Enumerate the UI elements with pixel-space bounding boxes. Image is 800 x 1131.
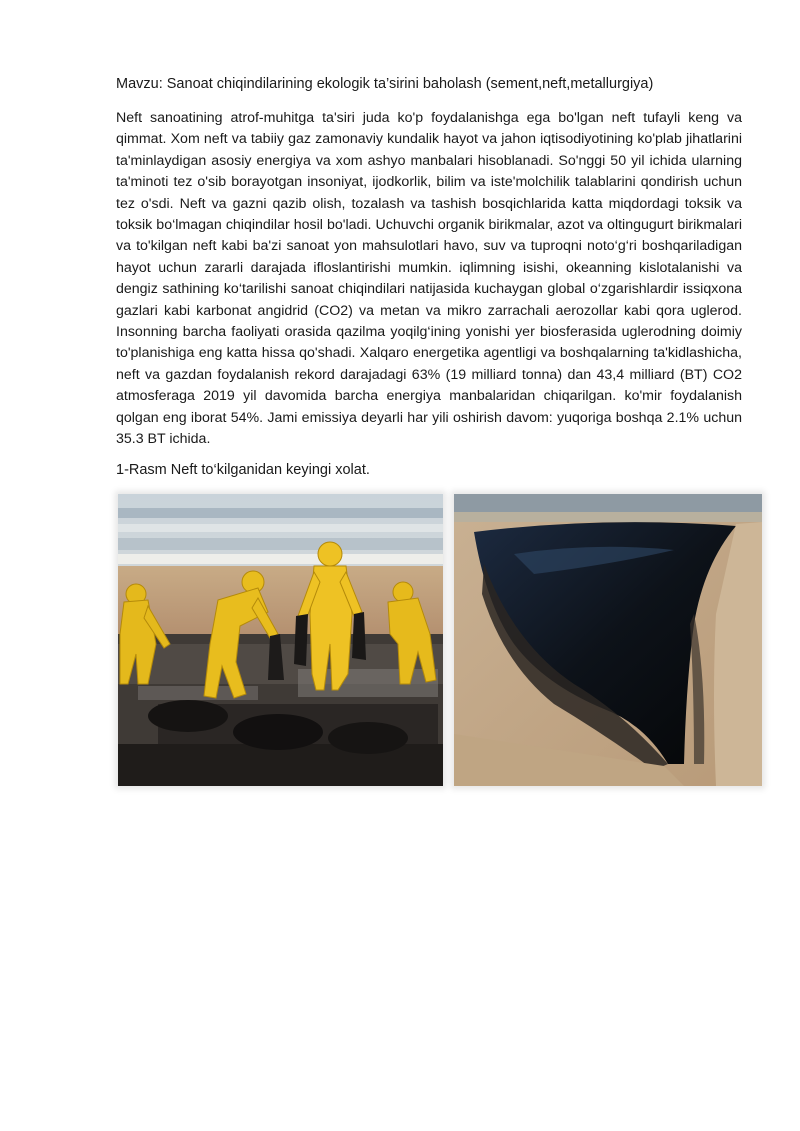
topic-heading: Mavzu: Sanoat chiqindilarining ekologik ta’sirini baholash (sement,neft,metallurgiya) xyxy=(116,76,654,92)
body-paragraph: Neft sanoatining atrof-muhitga ta'siri juda ko'p foydalanishga ega bo'lgan neft tufayli keng va qimmat. Xom neft va tabiiy gaz zamonaviy kundalik hayot va jahon iqtisodiyotining ko'plab jihatlarini ta'minlaydigan asosiy energiya va xom ashyo manbalari hisoblanadi. So'nggi 50 yil ichida ularning ta'minoti tez o'sib borayotgan insoniyat, ijodkorlik, bilim va iste'molchilik talablarini qondirish uchun tez o'sdi. Neft va gazni qazib olish, tozalash va tashish bosqichlarida katta miqdordagi toksik va toksik bo‘lmagan chiqindilar hosil bo'ladi. Uchuvchi organik birikmalar, azot va oltingugurt birikmalari va to'kilgan neft kabi ba'zi sanoat yon mahsulotlari havo, suv va tuproqni noto‘g‘ri boshqariladigan hayot uchun zararli darajada ifloslantirishi mumkin. iqlimning isishi, okeanning kislotalanishi va dengiz sathining ko‘tarilishi sanoat chiqindilari natijasida kuchaygan global o‘zgarishlardir issiqxona gazlari kabi karbonat angidrid (CO2) va metan va mikro zarrachali aerozollar kabi qora uglerod. Insonning barcha faoliyati orasida qazilma yoqilg‘ining yonishi yer biosferasida uglerodning doimiy to'planishiga eng katta hissa qo'shadi. Xalqaro energetika agentligi va boshqalarning ta'kidlashicha, neft va gazdan foydalanish rekord darajadagi 63% (19 milliard tonna) dan 43,4 milliard (BT) CO2 atmosferaga 2019 yil davomida barcha energiya manbalaridan chiqarilgan. ko'mir foydalanish qolgan eng iborat 54%. Jami emissiya deyarli har yili oshirish davom: yuqoriga boshqa 2.1% uchun 35.3 BT ichida. xyxy=(116,110,742,448)
oil-slick-shore-photo xyxy=(454,494,762,786)
cleanup-workers-photo xyxy=(118,494,443,786)
figure-caption: 1-Rasm Neft to‘kilganidan keyingi xolat. xyxy=(116,462,370,478)
